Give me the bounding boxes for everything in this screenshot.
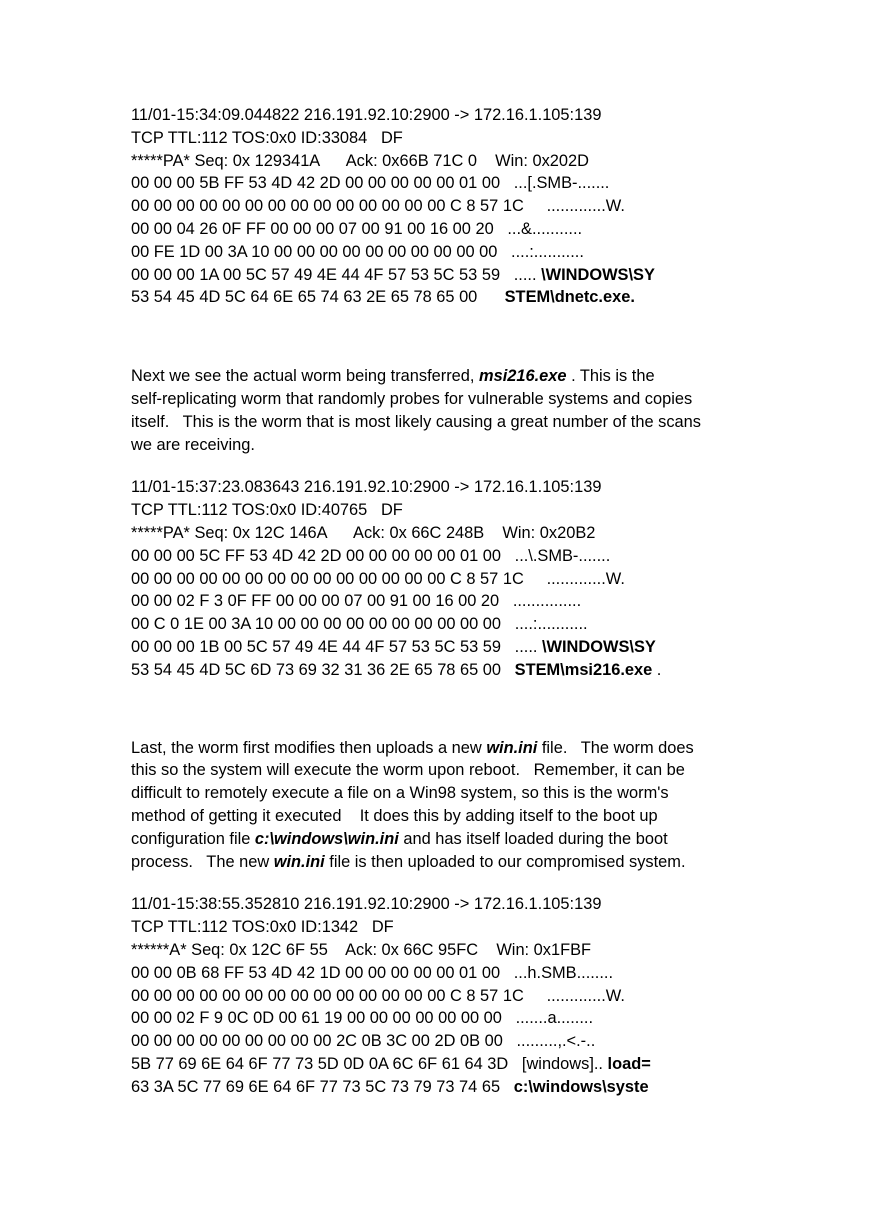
hex-bytes: 00 00 00 00 00 00 00 00 00 00 00 00 00 00 C 8 57 1C — [131, 569, 547, 588]
paragraph-worm-transfer: Next we see the actual worm being transferred, msi216.exe . This is the self-replicating worm that randomly probes for vulnerable systems and copies itself. This is the worm that is most likely causing a great number of the scans we are receiving. — [131, 367, 701, 454]
hex-row — [131, 590, 751, 613]
packet-header: 11/01-15:38:55.352810 216.191.92.10:2900 -> 172.16.1.105:139 — [131, 895, 602, 914]
hex-bytes: 00 C 0 1E 00 3A 10 00 00 00 00 00 00 00 00 00 00 — [131, 615, 515, 634]
hex-row — [131, 241, 751, 264]
hex-row — [131, 545, 751, 568]
ascii-text: .......a........ — [515, 1009, 594, 1028]
hex-row — [131, 172, 751, 195]
hex-row — [131, 962, 751, 985]
packet-flags: *****PA* Seq: 0x 12C 146A Ack: 0x 66C 248B Win: 0x20B2 — [131, 523, 596, 542]
hex-row — [131, 568, 751, 591]
hex-row — [131, 1076, 751, 1099]
hex-row — [131, 1007, 751, 1030]
hex-bytes: 00 00 02 F 9 0C 0D 00 61 19 00 00 00 00 00 00 00 — [131, 1009, 516, 1028]
ascii-bold-text: \WINDOWS\SY — [541, 265, 655, 284]
ascii-bold-text: load= — [607, 1054, 651, 1073]
ascii-text: ............... — [512, 592, 582, 611]
packet-dump-2 — [131, 476, 751, 681]
hex-row — [131, 264, 751, 287]
packet-header: 11/01-15:37:23.083643 216.191.92.10:2900 -> 172.16.1.105:139 — [131, 478, 602, 497]
ascii-text: ....:........... — [511, 242, 584, 261]
hex-bytes: 00 00 00 1B 00 5C 57 49 4E 44 4F 57 53 5C 53 59 — [131, 637, 515, 656]
ascii-text: .............W. — [546, 986, 625, 1005]
hex-row — [131, 1030, 751, 1053]
hex-bytes: 00 00 00 5B FF 53 4D 42 2D 00 00 00 00 00 01 00 — [131, 174, 514, 193]
ascii-bold-text: STEM\dnetc.exe. — [504, 288, 635, 307]
ascii-text: .............W. — [546, 569, 625, 588]
hex-bytes: 5B 77 69 6E 64 6F 77 73 5D 0D 0A 6C 6F 61 64 3D — [131, 1054, 522, 1073]
hex-row — [131, 195, 751, 218]
packet-dump-3 — [131, 893, 751, 1098]
ascii-text: ...\.SMB-....... — [514, 546, 611, 565]
ascii-text: ...h.SMB........ — [513, 963, 614, 982]
packet-header: 11/01-15:34:09.044822 216.191.92.10:2900 -> 172.16.1.105:139 — [131, 106, 602, 124]
hex-bytes: 63 3A 5C 77 69 6E 64 6F 77 73 5C 73 79 73 74 65 — [131, 1077, 514, 1096]
ascii-bold-text: \WINDOWS\SY — [541, 637, 656, 656]
ascii-text: .........,.<.-.. — [516, 1032, 596, 1051]
hex-row — [131, 286, 751, 309]
hex-bytes: 00 00 00 00 00 00 00 00 00 00 00 00 00 00 C 8 57 1C — [131, 197, 547, 216]
paragraph-win-ini: Last, the worm first modifies then uploads a new win.ini file. The worm does this so the system will execute the worm upon reboot. Remember, it can be difficult to remotely execute a file on a Win98 system, so this is the worm's method of getting it executed It does this by adding itself to the boot up configuration file c:\windows\win.ini and has itself loaded during the boot process. The new win.ini file is then uploaded to our compromised system. — [131, 738, 694, 871]
hex-row — [131, 985, 751, 1008]
ascii-text: ...&........... — [507, 219, 583, 238]
packet-tcp-info: TCP TTL:112 TOS:0x0 ID:40765 DF — [131, 501, 403, 520]
packet-tcp-info: TCP TTL:112 TOS:0x0 ID:33084 DF — [131, 128, 403, 147]
hex-row — [131, 613, 751, 636]
packet-tcp-info: TCP TTL:112 TOS:0x0 ID:1342 DF — [131, 918, 394, 937]
ascii-bold-text: c:\windows\syste — [513, 1077, 649, 1096]
hex-bytes: 00 FE 1D 00 3A 10 00 00 00 00 00 00 00 00 00 00 — [131, 242, 512, 261]
hex-row — [131, 636, 751, 659]
ascii-text: .............W. — [546, 197, 625, 216]
ascii-text: ..... — [514, 637, 542, 656]
filename-emphasis: msi216.exe — [479, 367, 567, 386]
hex-bytes: 00 00 00 5C FF 53 4D 42 2D 00 00 00 00 00 01 00 — [131, 546, 515, 565]
hex-bytes: 00 00 02 F 3 0F FF 00 00 00 07 00 91 00 16 00 20 — [131, 592, 513, 611]
filename-emphasis: win.ini — [486, 738, 538, 757]
filepath-emphasis: c:\windows\win.ini — [254, 829, 399, 848]
hex-row — [131, 218, 751, 241]
hex-bytes: 00 00 04 26 0F FF 00 00 00 07 00 91 00 16 00 20 — [131, 219, 508, 238]
hex-bytes: 00 00 00 1A 00 5C 57 49 4E 44 4F 57 53 5C 53 59 — [131, 265, 514, 284]
hex-bytes: 00 00 00 00 00 00 00 00 00 2C 0B 3C 00 2D 0B 00 — [131, 1032, 517, 1051]
packet-flags: *****PA* Seq: 0x 129341A Ack: 0x66B 71C 0 Win: 0x202D — [131, 151, 589, 170]
ascii-text: ...[.SMB-....... — [513, 174, 610, 193]
hex-row — [131, 1053, 751, 1076]
filename-emphasis: win.ini — [273, 852, 325, 871]
ascii-text: [windows].. — [521, 1054, 608, 1073]
hex-bytes: 53 54 45 4D 5C 64 6E 65 74 63 2E 65 78 65 00 — [131, 288, 505, 307]
hex-bytes: 00 00 00 00 00 00 00 00 00 00 00 00 00 00 C 8 57 1C — [131, 986, 547, 1005]
document-body — [131, 104, 751, 1098]
hex-row: 53 54 45 4D 5C 6D 73 69 32 31 36 2E 65 78 65 00 STEM\msi216.exe . — [131, 660, 662, 679]
ascii-text: ....:........... — [514, 615, 588, 634]
ascii-bold-text: STEM\msi216.exe — [514, 660, 653, 679]
packet-dump-1 — [131, 104, 751, 309]
hex-bytes: 00 00 0B 68 FF 53 4D 42 1D 00 00 00 00 00 01 00 — [131, 963, 514, 982]
ascii-text: ..... — [513, 265, 542, 284]
hex-bytes: 53 54 45 4D 5C 6D 73 69 32 31 36 2E 65 78 65 00 — [131, 660, 515, 679]
packet-flags: ******A* Seq: 0x 12C 6F 55 Ack: 0x 66C 95FC Win: 0x1FBF — [131, 940, 592, 959]
